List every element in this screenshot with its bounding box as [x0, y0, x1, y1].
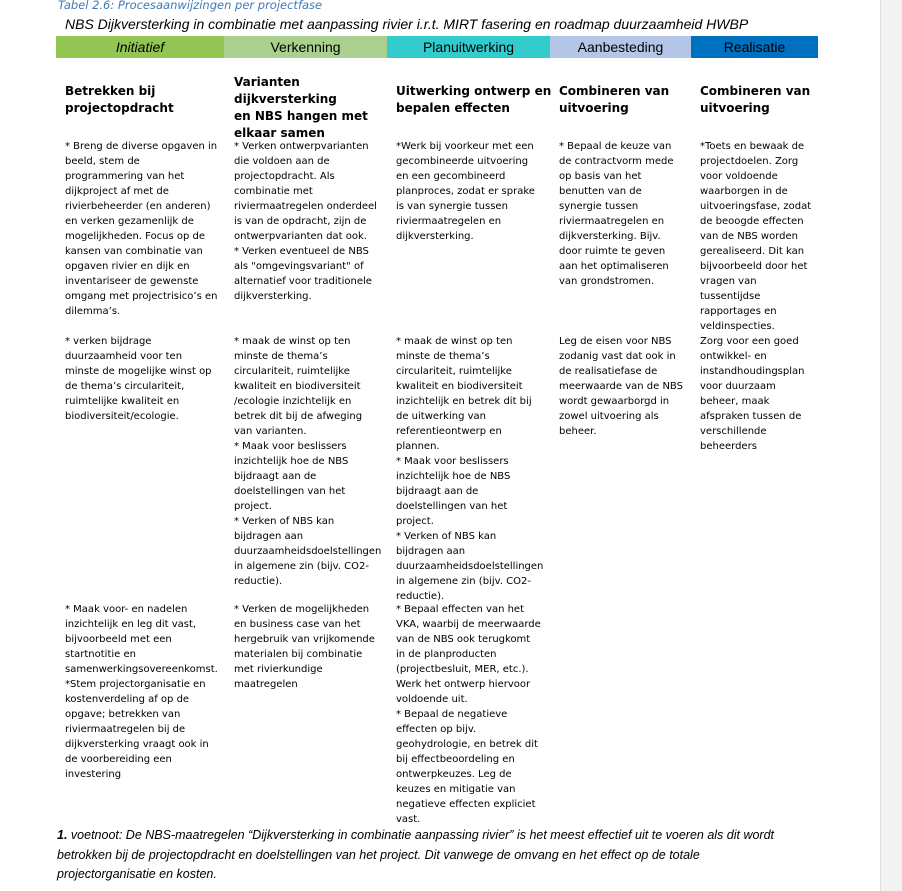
table-subtitle: NBS Dijkversterking in combinatie met aanpassing rivier i.r.t. MIRT fasering en roadmap duurzaamheid HWBP: [65, 16, 749, 32]
col-planuitwerking-cell-1: *Werk bij voorkeur met een gecombineerde uitvoering en een gecombineerd planproces, zodat er sprake is van synergie tussen riviermaatregelen en dijkversterking.: [396, 141, 535, 242]
col-initiatief-cell-1: * Breng de diverse opgaven in beeld, stem de programmering van het dijkproject af met de rivierbeheerder (en anderen) en verken gezamenlijk de mogelijkheden. Focus op de kansen van combinatie van opgaven rivier en dijk en inventariseer de gewenste omgang met projectrisico’s en dilemma’s.: [65, 141, 218, 317]
table-caption: Tabel 2.6: Procesaanwijzingen per projectfase: [58, 0, 323, 12]
col-initiatief-cell-2: * verken bijdrage duurzaamheid voor ten minste de mogelijke winst op de thema’s circulariteit, ruimtelijke kwaliteit en biodiversiteit/ecologie.: [65, 336, 212, 422]
phase-planuitwerking: Planuitwerking: [387, 36, 550, 58]
footnote-marker: 1.: [57, 828, 68, 842]
col-aanbesteding-cell-2: Leg de eisen voor NBS zodanig vast dat ook in de realisatiefase de meerwaarde van de NBS wordt gewaarborgd in zowel uitvoering als beheer.: [559, 336, 683, 437]
page-edge: [880, 0, 902, 891]
phase-aanbesteding: Aanbesteding: [550, 36, 691, 58]
col-verkenning-heading: Varianten dijkversterking en NBS hangen met elkaar samen: [234, 75, 368, 140]
col-planuitwerking-cell-2: * maak de winst op ten minste de thema’s circulariteit, ruimtelijke kwaliteit en biodiversiteit inzichtelijk en betrek dit bij de uitwerking van referentieontwerp en plannen. * Maak voor beslissers inzichtelijk hoe de NBS bijdraagt aan de doelstellingen van het project. * Verken of NBS kan bijdragen aan duurzaamheidsdoelstellingen in algemene zin (bijv. CO2- reductie).: [396, 336, 544, 602]
col-realisatie-cell-1: *Toets en bewaak de projectdoelen. Zorg voor voldoende waarborgen in de uitvoeringsfase, zodat de beoogde effecten van de NBS worden gerealiseerd. Dit kan bijvoorbeeld door het vragen van tussentijdse rapportages en veldinspecties. Zorg voor een goed ontwikkel- en instandhoudingsplan voor duurzaam beheer, maak afspraken tussen de verschillende beheerders: [700, 141, 812, 452]
col-aanbesteding-heading: Combineren van uitvoering: [559, 84, 670, 115]
col-realisatie-heading: Combineren van uitvoering: [700, 84, 811, 115]
col-initiatief-heading: Betrekken bij projectopdracht: [65, 84, 174, 115]
col-planuitwerking-heading: Uitwerking ontwerp en bepalen effecten: [396, 84, 552, 115]
footnote-text: voetnoot: De NBS-maatregelen “Dijkversterking in combinatie aanpassing rivier” is het meest effectief uit te voeren als dit wordt betrokken bij de projectopdracht en doelstellingen van het project. Dit vanwege de omvang en het effect op de totale projectorganisatie en kosten.: [57, 828, 775, 881]
col-planuitwerking-cell-3: * Bepaal effecten van het VKA, waarbij de meerwaarde van de NBS ook terugkomt in de planproducten (projectbesluit, MER, etc.). Werk het ontwerp hiervoor voldoende uit. * Bepaal de negatieve effecten op bijv. geohydrologie, en betrek dit bij effectbeoordeling en ontwerpkeuzes. Leg de keuzes en mitigatie van negatieve effecten expliciet vast.: [396, 604, 541, 825]
phase-realisatie: Realisatie: [691, 36, 818, 58]
phase-verkenning: Verkenning: [224, 36, 387, 58]
col-verkenning-cell-2: * maak de winst op ten minste de thema’s circulariteit, ruimtelijke kwaliteit en biodiversiteit /ecologie inzichtelijk en betrek dit bij de afweging van varianten. * Maak voor beslissers inzichtelijk hoe de NBS bijdraagt aan de doelstellingen van het project. * Verken of NBS kan bijdragen aan duurzaamheidsdoelstellingen in algemene zin (bijv. CO2- reductie).: [234, 336, 382, 587]
col-verkenning-cell-1: * Verken ontwerpvarianten die voldoen aan de projectopdracht. Als combinatie met riviermaatregelen onderdeel is van de opdracht, zijn de ontwerpvarianten dat ook. * Verken eventueel de NBS als "omgevingsvariant" of alternatief voor traditionele dijkversterking.: [234, 141, 377, 302]
footnote: [57, 826, 787, 885]
phase-bar: [56, 36, 818, 58]
col-initiatief-cell-3: * Maak voor- en nadelen inzichtelijk en leg dit vast, bijvoorbeeld met een startnotitie en samenwerkingsovereenkomst. *Stem projectorganisatie en kostenverdeling af op de opgave; betrekken van riviermaatregelen bij de dijkversterking vraagt ook in de voorbereiding een investering: [65, 604, 218, 780]
col-aanbesteding-cell-1: * Bepaal de keuze van de contractvorm mede op basis van het benutten van de synergie tussen riviermaatregelen en dijkversterking. Bijv. door ruimte te geven aan het optimaliseren van grondstromen.: [559, 141, 674, 287]
phase-initiatief: Initiatief: [56, 36, 224, 58]
col-verkenning-cell-3: * Verken de mogelijkheden en business case van het hergebruik van vrijkomende materialen bij combinatie met rivierkundige maatregelen: [234, 604, 375, 690]
